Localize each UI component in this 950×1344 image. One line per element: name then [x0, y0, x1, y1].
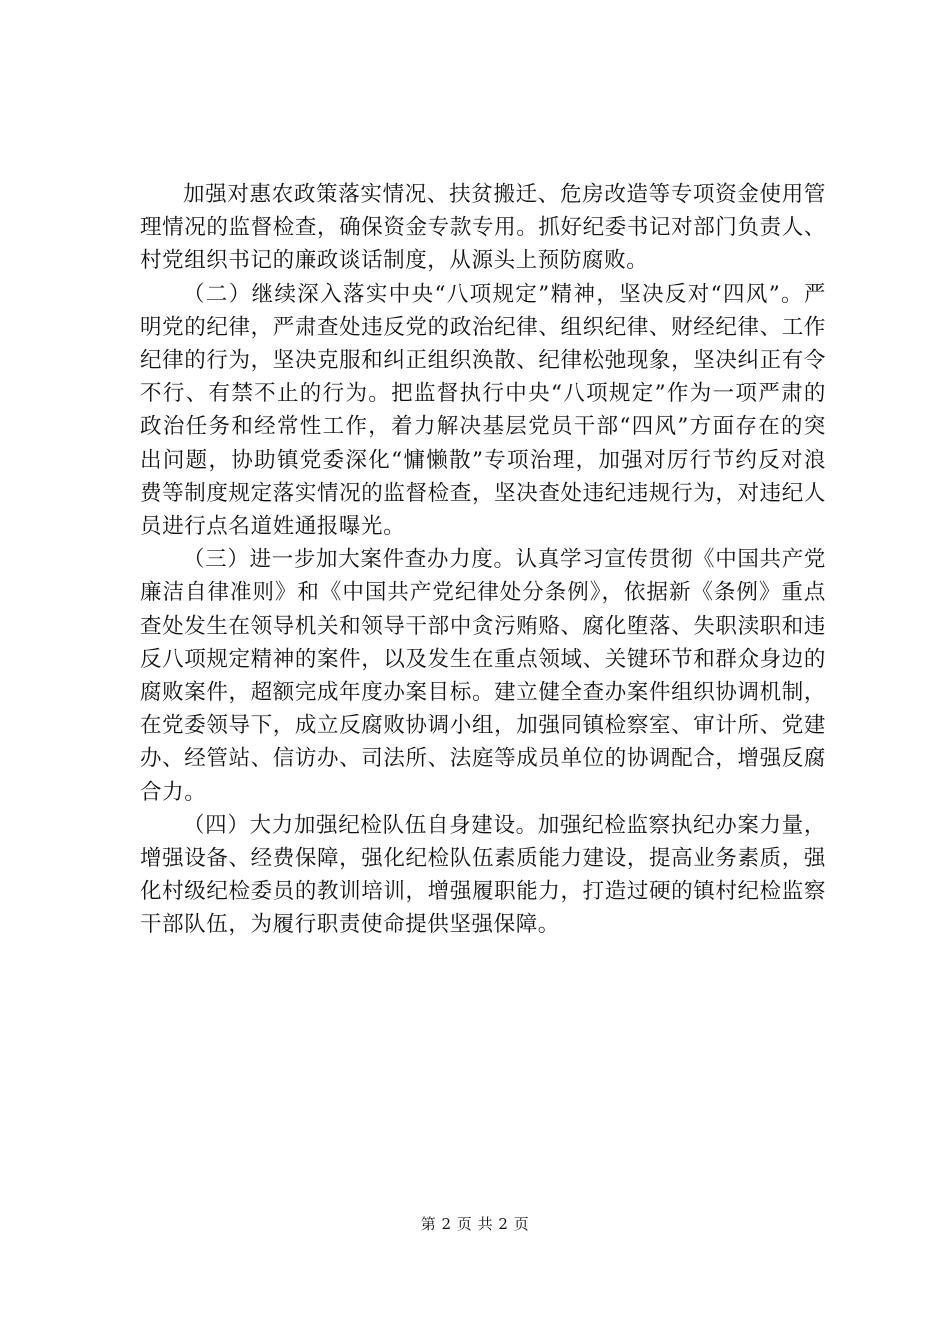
paragraph-4: （四）大力加强纪检队伍自身建设。加强纪检监察执纪办案力量，增强设备、经费保障，强化纪检队伍素质能力建设，提高业务素质，强化村级纪检委员的教训培训，增强履职能力，打造过硬的镇村纪检监察干部队伍，为履行职责使命提供坚强保障。	[140, 812, 826, 938]
page-footer	[0, 1214, 950, 1234]
paragraph-3: （三）进一步加大案件查办力度。认真学习宣传贯彻《中国共产党廉洁自律准则》和《中国共产党纪律处分条例》，依据新《条例》重点查处发生在领导机关和领导干部中贪污贿赂、腐化堕落、失职渎职和违反八项规定精神的案件，以及发生在重点领域、关键环节和群众身边的腐败案件，超额完成年度办案目标。建立健全查办案件组织协调机制，在党委领导下，成立反腐败协调小组，加强同镇检察室、审计所、党建办、经管站、信访办、司法所、法庭等成员单位的协调配合，增强反腐合力。	[140, 547, 826, 805]
paragraph-2: （二）继续深入落实中央“八项规定”精神，坚决反对“四风”。严明党的纪律，严肃查处违反党的政治纪律、组织纪律、财经纪律、工作纪律的行为，坚决克服和纠正组织涣散、纪律松弛现象，坚决纠正有令不行、有禁不止的行为。把监督执行中央“八项规定”作为一项严肃的政治任务和经常性工作，着力解决基层党员干部“四风”方面存在的突出问题，协助镇党委深化“慵懒散”专项治理，加强对厉行节约反对浪费等制度规定落实情况的监督检查，坚决查处违纪违规行为，对违纪人员进行点名道姓通报曝光。	[140, 281, 826, 540]
document-body	[140, 178, 826, 942]
page-number-label: 第 2 页 共 2 页	[420, 1215, 530, 1233]
paragraph-1: 加强对惠农政策落实情况、扶贫搬迁、危房改造等专项资金使用管理情况的监督检查，确保资金专款专用。抓好纪委书记对部门负责人、村党组织书记的廉政谈话制度，从源头上预防腐败。	[140, 182, 826, 274]
